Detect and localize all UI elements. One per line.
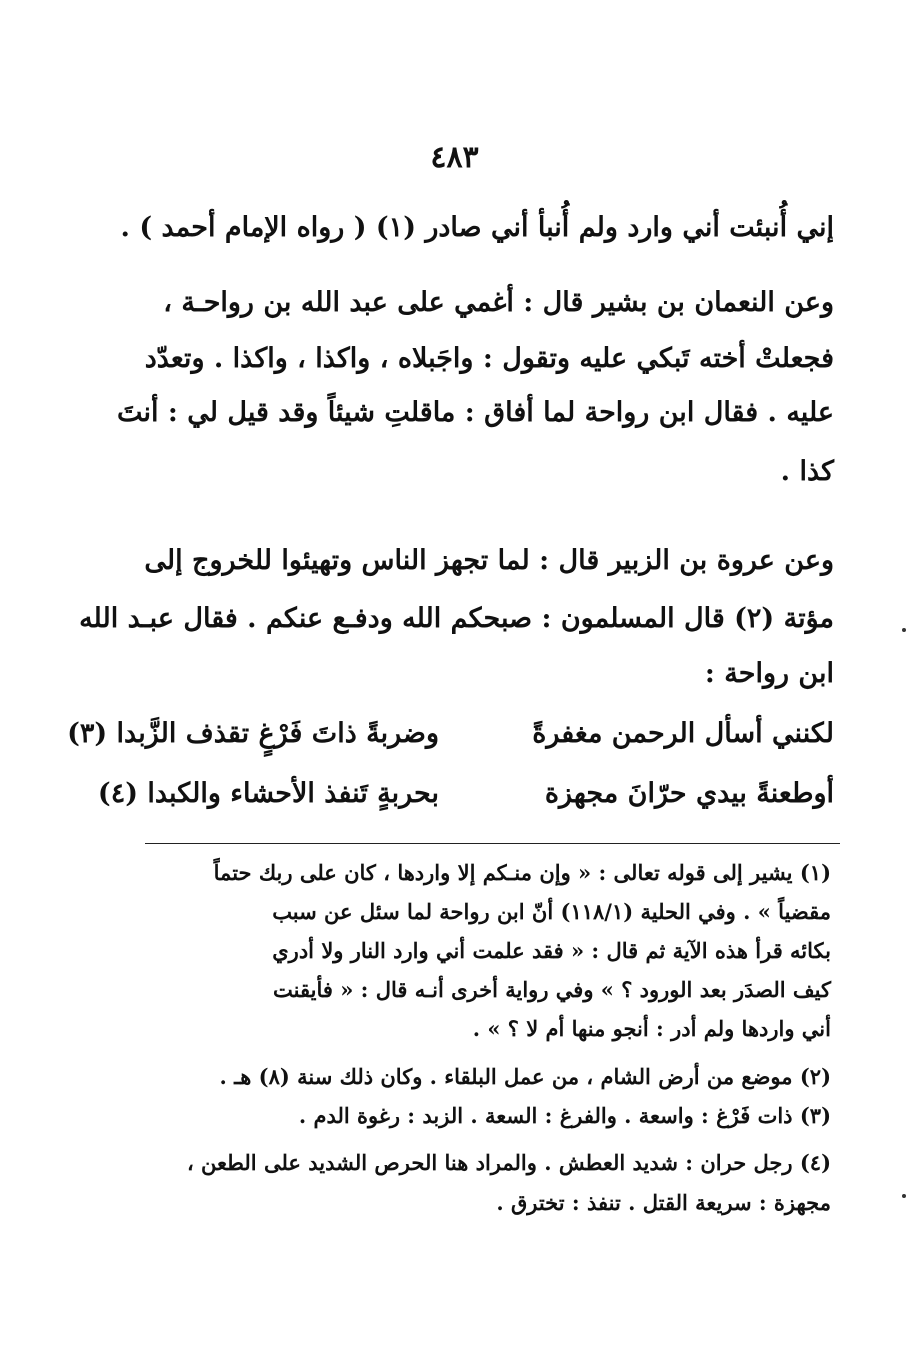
- page-number: ٤٨٣: [430, 140, 479, 175]
- body-line-6: وعن عروة بن الزبير قال : لما تجهز الناس وتهيئوا للخروج إلى: [144, 545, 834, 576]
- scan-speck: [902, 628, 906, 632]
- footnote-line-7: (٣) ذات فَرْغ : واسعة . والفرغ : السعة . الزبد : رغوة الدم .: [298, 1103, 831, 1128]
- footnote-line-2: مقضياً » . وفي الحلية (١١٨/١) أنّ ابن رواحة لما سئل عن سبب: [272, 899, 831, 924]
- body-line-7: مؤتة (٢) قال المسلمون : صبحكم الله ودفـع عنكم . فقال عبـد الله: [79, 603, 834, 634]
- footnote-separator: [145, 843, 840, 844]
- body-line-2: وعن النعمان بن بشير قال : أغمي على عبد الله بن رواحـة ،: [163, 287, 834, 318]
- body-line-8: ابن رواحة :: [704, 658, 834, 689]
- verse-2-first-hemistich: أوطعنةً بيدي حرّانَ مجهزة: [544, 778, 834, 809]
- footnote-line-5: أني واردها ولم أدر : أنجو منها أم لا ؟ » .: [472, 1016, 831, 1041]
- footnote-line-1: (١) يشير إلى قوله تعالى : « وإن منـكم إلا واردها ، كان على ربك حتماً: [213, 860, 831, 885]
- footnote-line-3: بكائه قرأ هذه الآية ثم قال : « فقد علمت أني وارد النار ولا أدري: [272, 938, 831, 963]
- body-line-4: عليه . فقال ابن رواحة لما أفاق : ماقلتِ شيئاً وقد قيل لي : أنتَ: [116, 397, 834, 428]
- footnote-line-6: (٢) موضع من أرض الشام ، من عمل البلقاء . وكان ذلك سنة (٨) هـ .: [219, 1064, 831, 1089]
- body-line-5: كذا .: [780, 456, 834, 487]
- body-line-3: فجعلتْ أخته تَبكي عليه وتقول : واجَبلاه ، واكذا ، واكذا . وتعدّد: [144, 343, 834, 374]
- footnote-line-4: كيف الصدَر بعد الورود ؟ » وفي رواية أخرى أنـه قال : « فأيقنت: [273, 977, 831, 1002]
- footnote-line-8: (٤) رجل حران : شديد العطش . والمراد هنا الحرص الشديد على الطعن ،: [186, 1150, 831, 1175]
- verse-1-first-hemistich: لكنني أسأل الرحمن مغفرةً: [532, 718, 834, 749]
- footnote-line-9: مجهزة : سريعة القتل . تنفذ : تخترق .: [496, 1190, 831, 1215]
- verse-2-second-hemistich: بحربةٍ تَنفذ الأحشاء والكبدا (٤): [97, 778, 439, 809]
- verse-1-second-hemistich: وضربةً ذاتَ فَرْغٍ تقذف الزَّبدا (٣): [67, 718, 439, 749]
- scan-speck: [902, 1194, 906, 1198]
- body-line-1: إني أُنبئت أني وارد ولم أُنبأ أني صادر (١) ( رواه الإمام أحمد ) .: [120, 212, 834, 243]
